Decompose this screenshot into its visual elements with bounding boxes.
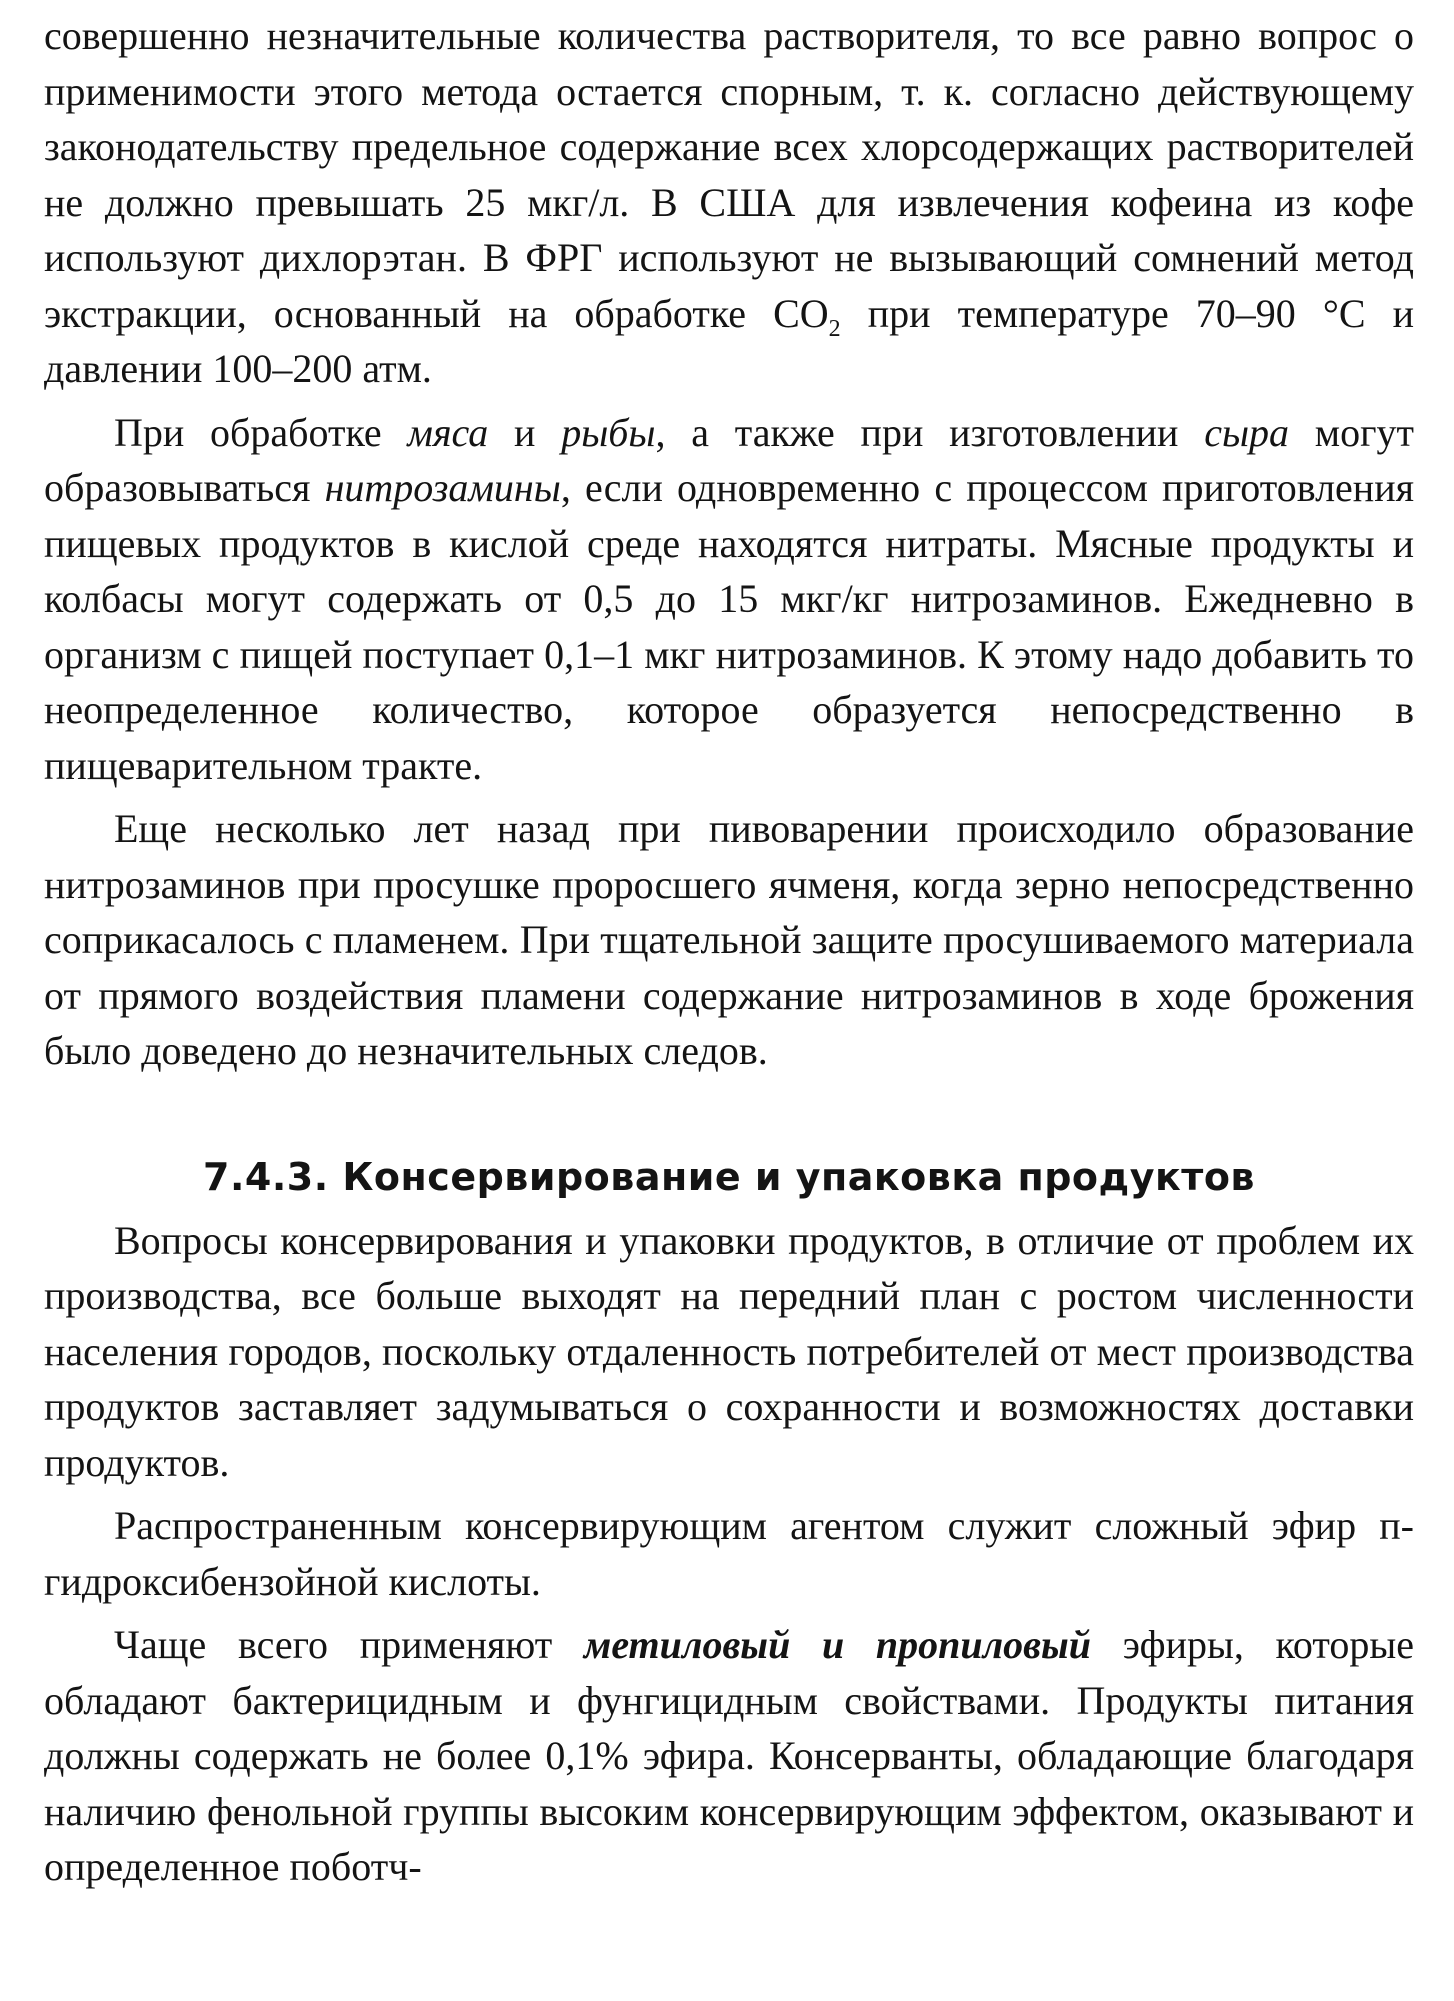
paragraph-2-text-b: и <box>488 409 562 455</box>
paragraph-2-text-e: , если одновременно с процессом приготовления пищевых продуктов в кислой среде находятся нитраты. Мясные продукты и колбасы могут содержать от 0,5 до 15 мкг/кг нитрозаминов. Ежедневно в организм с пищей поступает 0,1–1 мкг нитрозаминов. К этому надо добавить то неопределенное количество, которое образуется непосредственно в пищеварительном тракте. <box>44 465 1414 788</box>
paragraph-2 <box>44 405 1414 794</box>
paragraph-3: Еще несколько лет назад при пивоварении происходило образование нитрозаминов при просушке проросшего ячменя, когда зерно непосредственно соприкасалось с пламенем. При тщательной защите просушиваемого материала от прямого воздействия пламени содержание нитрозаминов в ходе брожения было доведено до незначительных следов. <box>44 806 1414 1073</box>
paragraph-5: Распространенным консервирующим агентом служит сложный эфир п-гидроксибензойной кислоты. <box>44 1503 1414 1604</box>
section-heading: 7.4.3. Консервирование и упаковка продуктов <box>203 1154 1255 1199</box>
term-fish: рыбы <box>561 409 656 455</box>
paragraph-1-text-a: совершенно незначительные количества растворителя, то все равно вопрос о применимости этого метода остается спорным, т. к. согласно действующему законодательству предельное содержание всех хлорсодержащих растворителей не должно превышать 25 мкг/л. В США для извлечения кофеина из кофе используют дихлорэтан. В ФРГ используют не вызывающий сомнений метод экстракции, основанный на обработке CO <box>44 13 1414 336</box>
paragraph-1 <box>44 8 1414 397</box>
paragraph-2-text-c: , а также при изготовлении <box>655 409 1205 455</box>
document-page <box>44 8 1414 1895</box>
co2-subscript: 2 <box>828 315 841 342</box>
paragraph-4: Вопросы консервирования и упаковки продуктов, в отличие от проблем их производства, все больше выходят на передний план с ростом численности населения городов, поскольку отдаленность потребителей от мест производства продуктов заставляет задумываться о сохранности и возможностях доставки продуктов. <box>44 1217 1414 1485</box>
paragraph-2-text-d: могут образовываться <box>44 409 1415 510</box>
term-methyl-propyl: метиловый и пропиловый <box>583 1622 1092 1667</box>
term-nitrosamines: нитрозамины <box>324 465 561 510</box>
paragraph-1-text-b: при температуре 70–90 °C и давлении 100–200 атм. <box>44 290 1414 391</box>
term-cheese: сыра <box>1204 409 1290 455</box>
paragraph-2-text-a: При обработке <box>114 409 408 455</box>
term-meat: мяса <box>407 409 489 455</box>
paragraph-6-text-b: эфиры, которые обладают бактерицидным и фунгицидным свойствами. Продукты питания должны содержать не более 0,1% эфира. Консерванты, обладающие благодаря наличию фенольной группы высоким консервирующим эффектом, оказывают и определенное поботч- <box>44 1622 1414 1889</box>
paragraph-6 <box>44 1617 1414 1895</box>
paragraph-6-text-a: Чаще всего применяют <box>114 1622 584 1667</box>
